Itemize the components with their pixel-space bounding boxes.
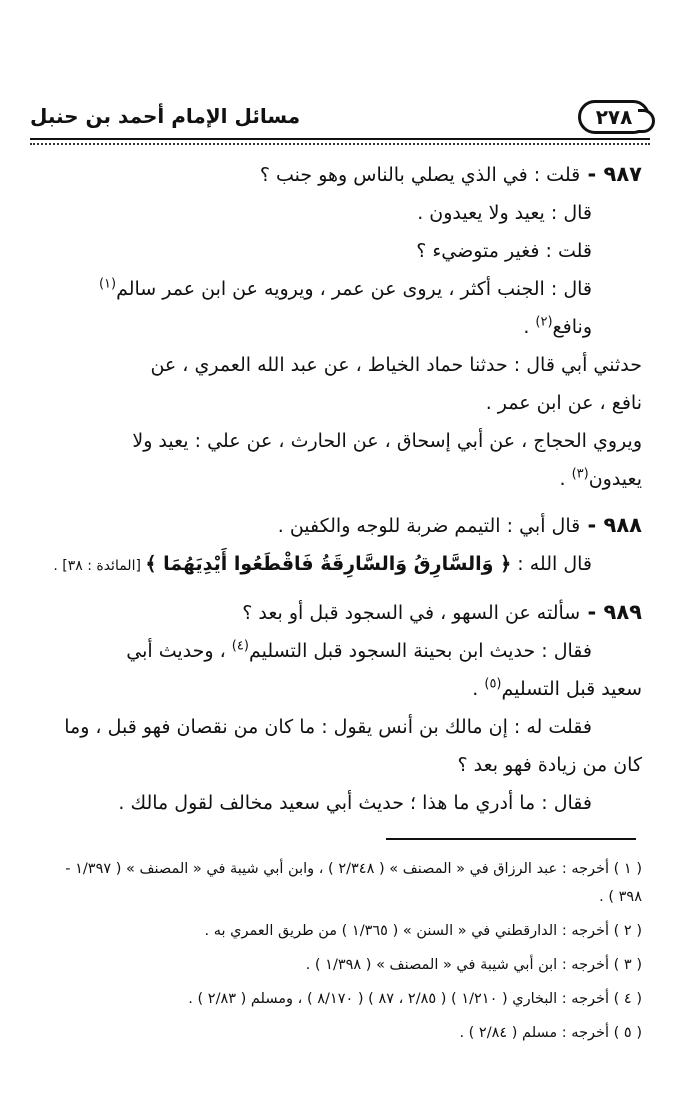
verse-reference: [المائدة : ٣٨] .: [53, 558, 146, 574]
entry-988-line: ٩٨٨ - قال أبي : التيمم ضربة للوجه والكفين .: [277, 513, 642, 537]
footnote: ( ٢ ) أخرجه : الدارقطني في « السنن » ( ١/٣٦٥ ) من طريق العمري به .: [204, 923, 642, 939]
header-dotted-rule: [30, 143, 650, 145]
entry-number: ٩٨٧: [603, 162, 642, 186]
footnotes: [42, 855, 642, 1053]
text-line: فقال : حديث ابن بحينة السجود قبل التسليم$^{(٤)}$ ، وحديث أبي: [126, 638, 592, 662]
text-line: سعيد قبل التسليم$^{(٥)}$ .: [472, 676, 642, 700]
text-line: ويروي الحجاج ، عن أبي إسحاق ، عن الحارث ، عن علي : يعيد ولا: [132, 430, 642, 452]
footnote-separator: [386, 838, 636, 840]
text-line: فقال : ما أدري ما هذا ؛ حديث أبي سعيد مخالف لقول مالك .: [118, 792, 592, 814]
footnote-ref: (٢): [535, 314, 553, 330]
footnote: ( ٤ ) أخرجه : البخاري ( ١/٢١٠ ) ( ٢/٨٥ ، ٨٧ ) ( ٨/١٧٠ ) ، ومسلم ( ٢/٨٣ ) .: [188, 991, 642, 1007]
footnote: ( ٣ ) أخرجه : ابن أبي شيبة في « المصنف » ( ١/٣٩٨ ) .: [305, 957, 642, 973]
page-header: [30, 98, 650, 142]
text-line: حدثني أبي قال : حدثنا حماد الخياط ، عن عبد الله العمري ، عن: [150, 354, 642, 376]
text-line: فقلت له : إن مالك بن أنس يقول : ما كان من نقصان فهو قبل ، وما: [64, 716, 592, 738]
quran-verse: ﴿ وَالسَّارِقُ وَالسَّارِقَةُ فَاقْطَعُوا أَيْدِيَهُمَا ﴾: [145, 553, 512, 575]
text-line: قال : الجنب أكثر ، يروى عن عمر ، ويرويه عن ابن عمر سالم$^{(١)}$: [98, 276, 592, 300]
entry-989-question: ٩٨٩ - سألته عن السهو ، في السجود قبل أو بعد ؟: [242, 600, 642, 624]
page-body: [42, 155, 642, 822]
text-line: ونافع$^{(٢)}$ .: [523, 314, 592, 338]
book-title: مسائل الإمام أحمد بن حنبل: [30, 104, 301, 128]
page-number: ٢٧٨: [595, 105, 633, 129]
text-line: نافع ، عن ابن عمر .: [485, 392, 642, 414]
text-line: قلت : فغير متوضيء ؟: [416, 240, 592, 262]
footnote-ref: (٣): [571, 466, 589, 482]
footnote-ref: (٥): [484, 676, 502, 692]
footnote-ref: (٤): [231, 638, 249, 654]
question-text: قلت : في الذي يصلي بالناس وهو جنب ؟: [259, 164, 581, 186]
page-number-badge: [578, 100, 650, 134]
footnote-ref: (١): [98, 276, 117, 292]
text-line: يعيدون$^{(٣)}$ .: [559, 466, 642, 490]
text-line: قال : يعيد ولا يعيدون .: [417, 202, 592, 224]
text-line: كان من زيادة فهو بعد ؟: [457, 754, 642, 776]
header-rule: [30, 138, 650, 140]
entry-987-question: ٩٨٧ - قلت : في الذي يصلي بالناس وهو جنب ؟: [259, 162, 642, 186]
quran-line: قال الله : ﴿ وَالسَّارِقُ وَالسَّارِقَةُ فَاقْطَعُوا أَيْدِيَهُمَا ﴾ [المائدة : ٣٨] .: [53, 553, 592, 575]
footnote: ( ١ ) أخرجه : عبد الرزاق في « المصنف » ( ٢/٣٤٨ ) ، وابن أبي شيبة في « المصنف » ( ١/٣٩٧ - ٣٩٨ ) .: [65, 861, 642, 905]
footnote: ( ٥ ) أخرجه : مسلم ( ٢/٨٤ ) .: [459, 1025, 642, 1041]
entry-987: [42, 155, 642, 498]
entry-number: ٩٨٩: [603, 600, 642, 624]
entry-number: ٩٨٨: [603, 513, 642, 537]
entry-989: [42, 593, 642, 822]
entry-988: [42, 506, 642, 585]
